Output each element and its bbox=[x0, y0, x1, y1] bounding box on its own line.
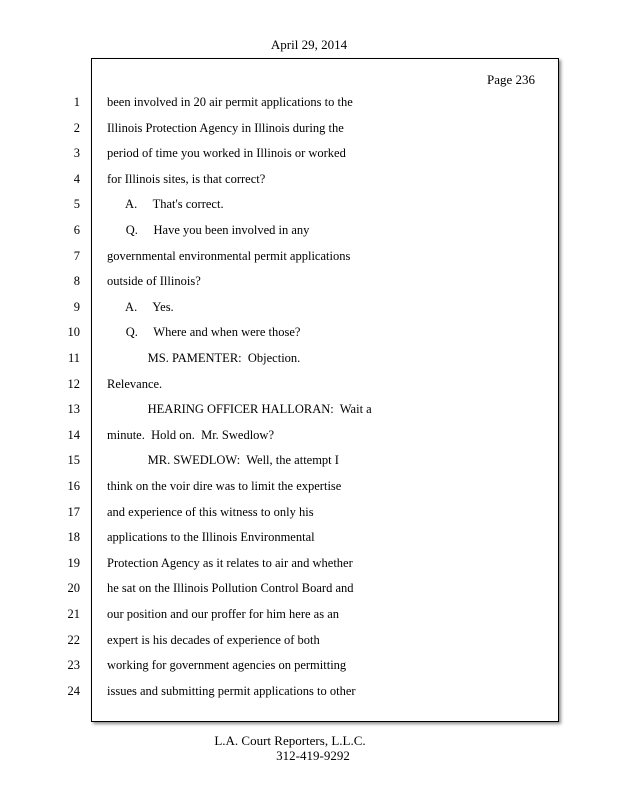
line-text: been involved in 20 air permit applications to the bbox=[107, 95, 353, 109]
line-number: 5 bbox=[73, 197, 80, 211]
line-number: 20 bbox=[67, 581, 80, 595]
line-number: 17 bbox=[67, 505, 80, 519]
line-text: our position and our proffer for him here as an bbox=[107, 607, 339, 621]
line-number: 6 bbox=[73, 223, 80, 237]
line-text: MR. SWEDLOW: Well, the attempt I bbox=[107, 453, 339, 467]
line-number: 16 bbox=[67, 479, 80, 493]
line-text: Illinois Protection Agency in Illinois during the bbox=[107, 121, 344, 135]
header-date: April 29, 2014 bbox=[270, 37, 348, 52]
line-text: period of time you worked in Illinois or worked bbox=[107, 146, 346, 160]
line-number: 8 bbox=[73, 274, 80, 288]
line-text: MS. PAMENTER: Objection. bbox=[107, 351, 301, 365]
footer-phone: 312-419-9292 bbox=[276, 748, 350, 763]
line-text: A. Yes. bbox=[107, 300, 174, 314]
line-number: 7 bbox=[73, 249, 80, 263]
line-number: 3 bbox=[73, 146, 80, 160]
line-number: 4 bbox=[73, 172, 80, 186]
line-number: 22 bbox=[67, 633, 80, 647]
line-text: applications to the Illinois Environmental bbox=[107, 530, 315, 544]
line-number: 19 bbox=[67, 556, 80, 570]
line-text: Q. Where and when were those? bbox=[107, 325, 301, 339]
line-text: issues and submitting permit applications to other bbox=[107, 684, 356, 698]
page-number: Page 236 bbox=[487, 72, 536, 87]
line-number: 9 bbox=[73, 300, 80, 314]
line-number: 23 bbox=[67, 658, 80, 672]
line-number: 14 bbox=[67, 428, 80, 442]
line-number: 24 bbox=[67, 684, 80, 698]
line-text: he sat on the Illinois Pollution Control Board and bbox=[107, 581, 354, 595]
line-text: working for government agencies on permitting bbox=[107, 658, 347, 672]
line-text: for Illinois sites, is that correct? bbox=[107, 172, 266, 186]
line-text: HEARING OFFICER HALLORAN: Wait a bbox=[107, 402, 372, 416]
line-number: 13 bbox=[67, 402, 80, 416]
line-text: expert is his decades of experience of both bbox=[107, 633, 320, 647]
line-text: A. That's correct. bbox=[107, 197, 224, 211]
line-text: governmental environmental permit applications bbox=[107, 249, 351, 263]
line-number: 10 bbox=[67, 325, 80, 339]
line-number: 15 bbox=[67, 453, 80, 467]
footer-company: L.A. Court Reporters, L.L.C. bbox=[214, 733, 366, 748]
line-text: Relevance. bbox=[107, 377, 163, 391]
line-number: 21 bbox=[67, 607, 80, 621]
line-text: outside of Illinois? bbox=[107, 274, 201, 288]
line-text: think on the voir dire was to limit the expertise bbox=[107, 479, 342, 493]
line-number: 12 bbox=[67, 377, 80, 391]
line-number: 18 bbox=[67, 530, 80, 544]
line-text: and experience of this witness to only his bbox=[107, 505, 314, 519]
line-number: 1 bbox=[73, 95, 80, 109]
line-number: 2 bbox=[73, 121, 80, 135]
line-text: Q. Have you been involved in any bbox=[107, 223, 310, 237]
line-text: minute. Hold on. Mr. Swedlow? bbox=[107, 428, 275, 442]
line-number: 11 bbox=[67, 351, 80, 365]
line-text: Protection Agency as it relates to air and whether bbox=[107, 556, 353, 570]
